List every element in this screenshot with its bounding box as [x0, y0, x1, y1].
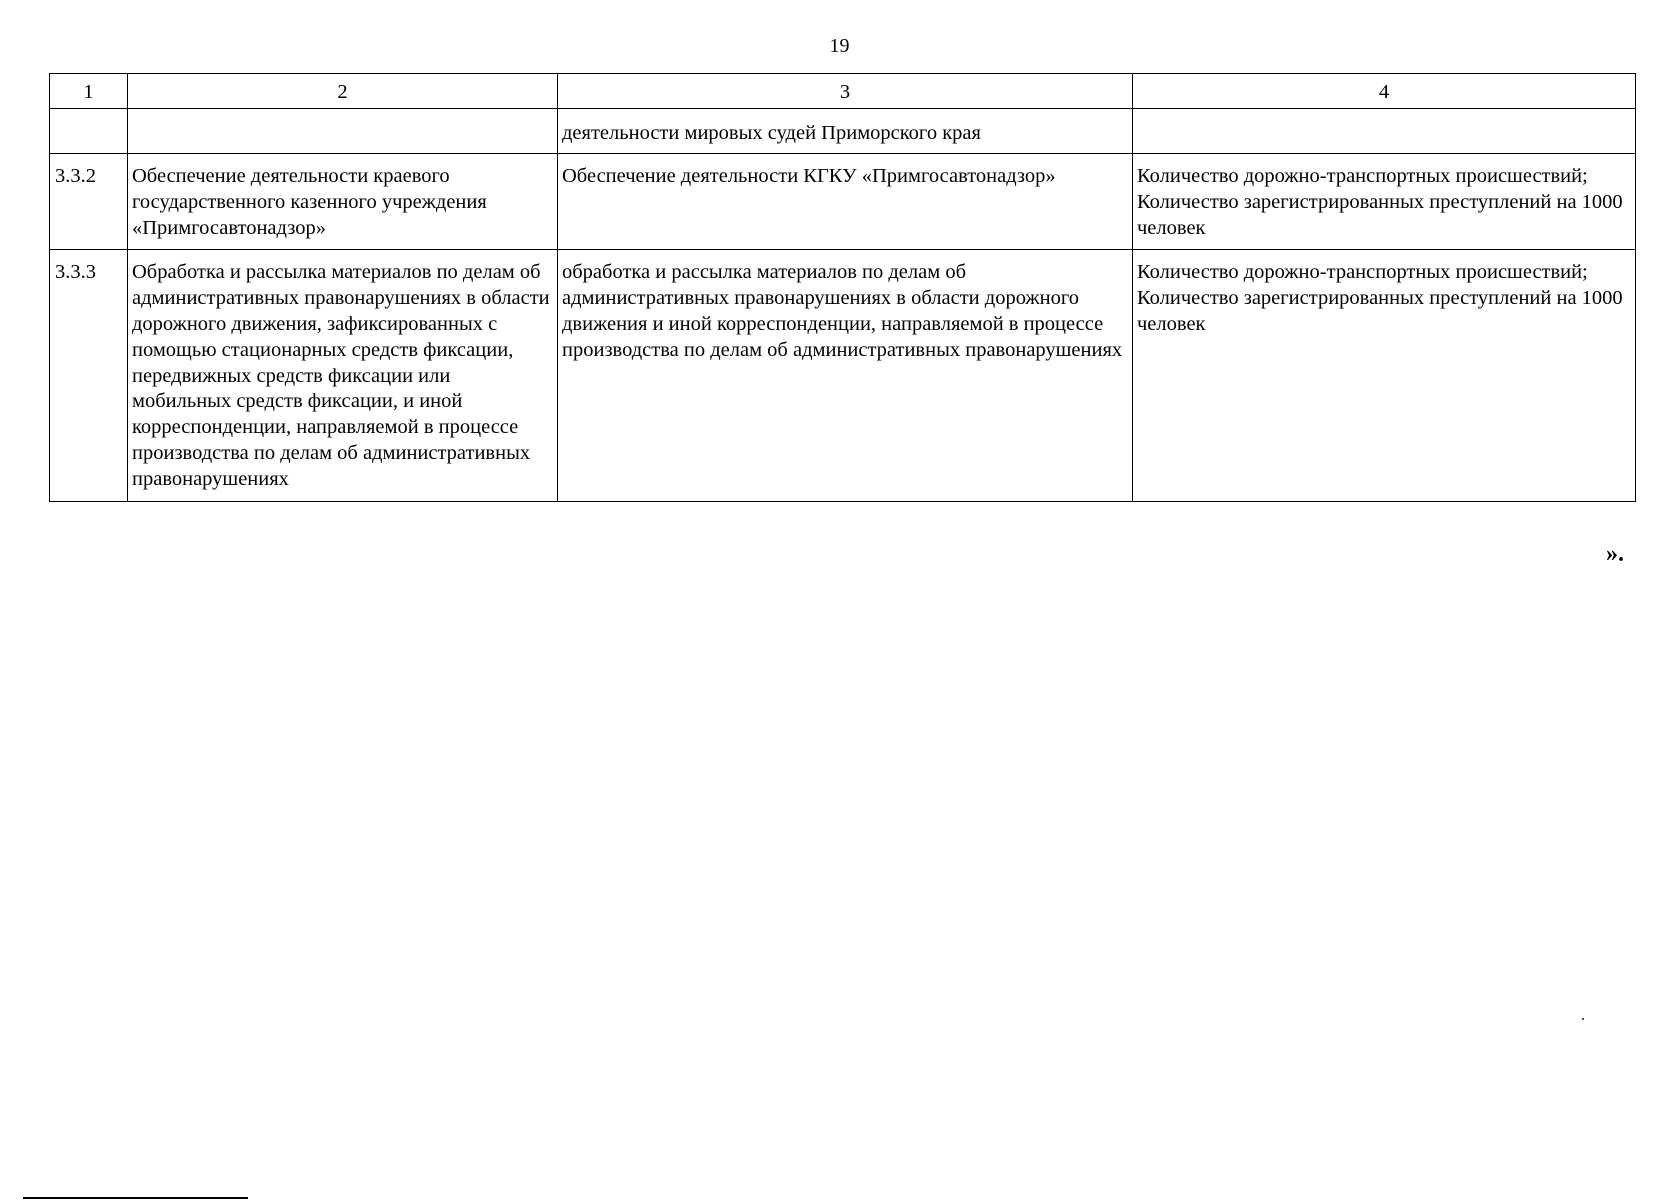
row-indicators-cell	[1133, 109, 1636, 154]
row-number-cell	[50, 109, 128, 154]
row-name-cell: Обработка и рассылка материалов по делам об административных правонарушениях в области дорожного движения, зафиксированных с помощью стационарных средств фиксации, передвижных средств фиксации или мобильных средств фиксации, и иной корреспонденции, направляемой в процессе производства по делам об административных правонарушениях	[128, 250, 558, 501]
column-header-2: 2	[128, 74, 558, 109]
column-header-1: 1	[50, 74, 128, 109]
row-indicators-cell: Количество дорожно-транспортных происшествий; Количество зарегистрированных преступлений на 1000 человек	[1133, 154, 1636, 250]
row-content-cell: Обеспечение деятельности КГКУ «Примгосавтонадзор»	[558, 154, 1133, 250]
closing-quote-mark: ».	[1606, 541, 1624, 567]
row-number-cell: 3.3.2	[50, 154, 128, 250]
row-content-cell: деятельности мировых судей Приморского края	[558, 109, 1133, 154]
row-number-cell: 3.3.3	[50, 250, 128, 501]
column-header-4: 4	[1133, 74, 1636, 109]
table-row-3-3-3	[50, 250, 1636, 501]
row-name-cell	[128, 109, 558, 154]
scan-artifact-dot	[1582, 1018, 1584, 1020]
row-indicators-cell: Количество дорожно-транспортных происшествий; Количество зарегистрированных преступлений на 1000 человек	[1133, 250, 1636, 501]
table-header-row	[50, 74, 1636, 109]
footnote-separator-line	[23, 1197, 248, 1199]
table-row-continuation	[50, 109, 1636, 154]
table-row-3-3-2	[50, 154, 1636, 250]
measures-table	[49, 73, 1636, 502]
row-content-cell: обработка и рассылка материалов по делам об административных правонарушениях в области дорожного движения и иной корреспонденции, направляемой в процессе производства по делам об административных правонарушениях	[558, 250, 1133, 501]
row-name-cell: Обеспечение деятельности краевого государственного казенного учреждения «Примгосавтонадзор»	[128, 154, 558, 250]
page-number: 19	[829, 35, 850, 57]
column-header-3: 3	[558, 74, 1133, 109]
